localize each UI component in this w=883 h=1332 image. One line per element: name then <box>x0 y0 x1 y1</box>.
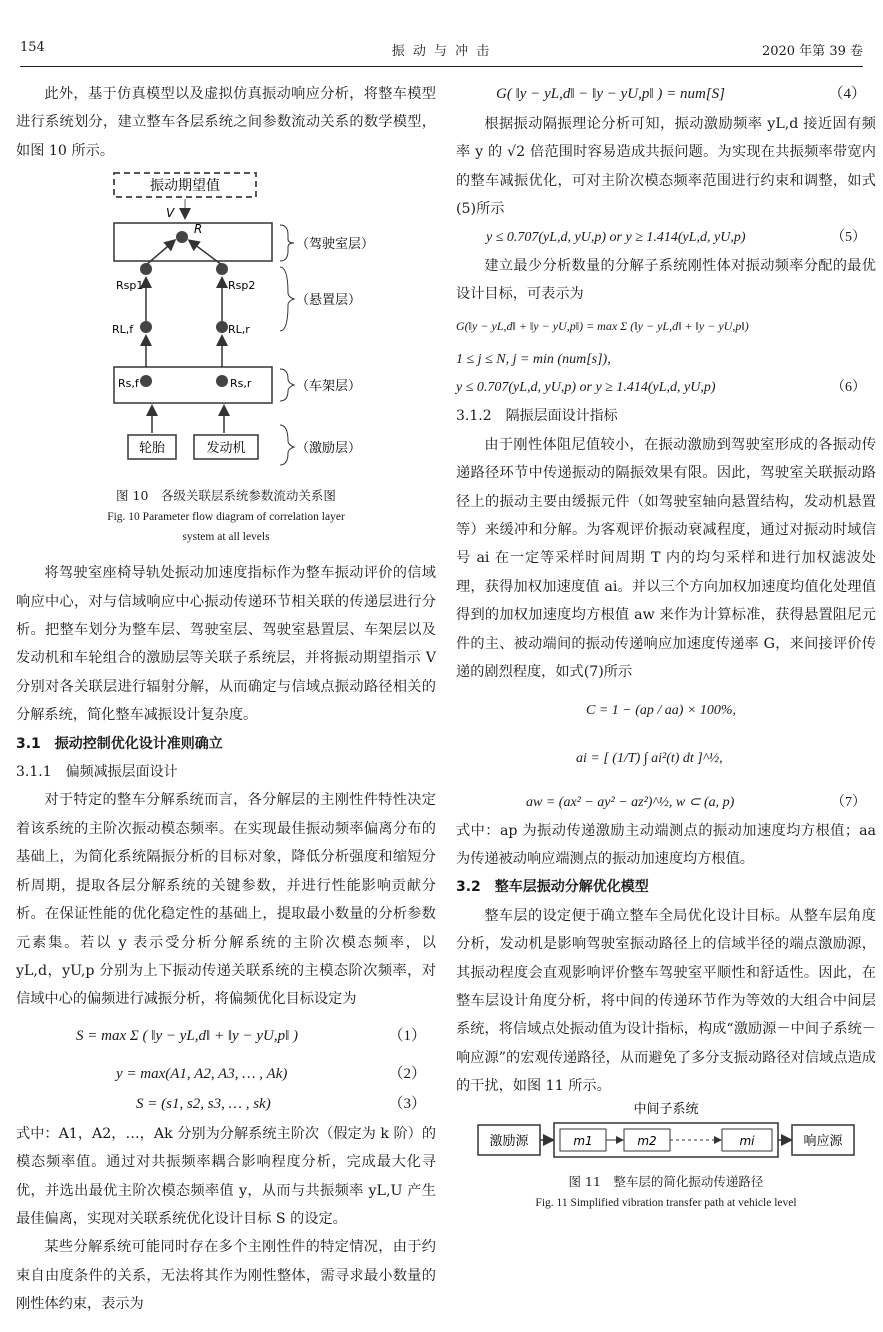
excitation-source-label: 激励源 <box>489 1133 529 1149</box>
equation-number: （3） <box>388 1095 426 1112</box>
equation <box>456 374 876 402</box>
equation <box>456 737 876 789</box>
rsr-label: Rs,r <box>230 377 252 391</box>
transfer-path-diagram <box>456 1101 876 1171</box>
m2-label: m2 <box>637 1133 657 1148</box>
header-rule <box>20 66 863 67</box>
subsection-heading: 3.1.2 隔振层面设计指标 <box>456 408 618 425</box>
v-label: V <box>166 206 175 221</box>
excitation-layer-label: （激励层） <box>296 441 362 457</box>
equation-number: （5） <box>831 229 866 245</box>
paragraph: 由于刚性体阻尼值较小，在振动激励到驾驶室形成的各振动传递路径环节中传递振动的隔振效果有限。因此，驾驶室关联振动路径上的振动主要由缓振元件（如驾驶室轴向悬置结构，发动机悬置等）来缓冲和分解。为客观评价振动衰减程度，通过对振动时域信号 ai 在一定等采样时间周期 T 内的均匀采样和进行加权滤波处理，获得加权加速度值 ai。并以三个方向加权加速度均值化处理值得到的加权加速度均方根值 aw 来作为计算标准，获得悬置阻尼元件的主、被动端间的振动传递响应加速度传递率 G，来间接评价传递的剧烈程度，如式(7)所示 <box>456 436 876 681</box>
r-label: R <box>194 222 203 237</box>
equation <box>456 346 876 374</box>
subsection-heading: 3.1.1 偏频减振层面设计 <box>16 764 178 781</box>
figure-10 <box>16 165 436 485</box>
paragraph: 根据振动隔振理论分析可知，振动激励频率 yL,d 接近固有频率 y 的 √2 倍范围时容易造成共振问题。为实现在共振频率带宽内的整车减振优化，可对主阶次模态频率范围进行约束和调整，如式(5)所示 <box>456 116 876 218</box>
equation-number: （2） <box>388 1065 426 1082</box>
equation-body: S = max Σ ( ‖y − yL,d‖ + ‖y − yU,p‖ ) <box>76 1027 299 1044</box>
journal-name: 振 动 与 冲 击 <box>391 44 492 59</box>
equation-number: （4） <box>828 86 866 102</box>
equation-body: 1 ≤ j ≤ N, j = min (num[s]), <box>456 352 611 368</box>
frame-layer-label: （车架层） <box>296 379 362 395</box>
rlr-label: RL,r <box>228 323 250 337</box>
middle-subsystem-label: 中间子系统 <box>633 1101 699 1117</box>
equation-number: （7） <box>831 794 866 810</box>
equation <box>456 687 876 737</box>
section-heading: 3.1 振动控制优化设计准则确立 <box>16 735 223 752</box>
rlf-label: RL,f <box>112 323 134 337</box>
page-number: 154 <box>20 40 45 55</box>
equation-body: S = (s1, s2, s3, … , sk) <box>136 1095 271 1112</box>
equation <box>456 224 876 252</box>
equation <box>456 789 876 817</box>
equation <box>456 80 876 110</box>
parameter-flow-diagram <box>16 165 436 483</box>
paragraph: 此外，基于仿真模型以及虚拟仿真振动响应分析，将整车模型进行系统划分，建立整车各层系统之间参数流动关系的数学模型，如图 10 所示。 <box>16 86 436 159</box>
paragraph: 建立最少分析数量的分解子系统刚性体对振动频率分配的最优设计目标，可表示为 <box>456 257 876 303</box>
equation-body: y ≤ 0.707(yL,d, yU,p) or y ≥ 1.414(yL,d, yU,p) <box>486 229 746 245</box>
right-column <box>456 80 876 1213</box>
paragraph: 整车层的设定便于确立整车全局优化设计目标。从整车层角度分析，发动机是影响驾驶室振动路径上的信域半径的端点激励源，其振动程度会直观影响评价整车驾驶室平顺性和舒适性。因此，在整车层设计角度分析，将中间的传递环节作为等效的大组合中间层系统，将信域点处振动值为设计指标，构成“激励源－中间子系统－响应源”的宏观传递路径，从而避免了多分支振动路径对信域点造成的干扰，如图 11 所示。 <box>456 907 876 1095</box>
rsp2-label: Rsp2 <box>228 279 256 293</box>
paragraph: 式中：A1，A2，…，Ak 分别为分解系统主阶次（假定为 k 阶）的模态频率值。通过对共振频率耦合影响程度分析，完成最大化寻优，并选出最优主阶次模态频率值 y，从而与共振频率 yL,U 产生最佳偏离，实现对关联系统优化设计目标 S 的设定。 <box>16 1125 437 1227</box>
equation-body: y = max(A1, A2, A3, … , Ak) <box>116 1065 288 1082</box>
paragraph: 将驾驶室座椅导轨处振动加速度指标作为整车振动评价的信域响应中心，对与信域响应中心振动传递环节相关联的传递层进行分析。把整车划分为整车层、驾驶室层、驾驶室悬置层、车架层以及发动机和车轮组合的激励层等关联子系统层，并将振动期望指示 V 分别对各关联层进行辐射分解，从而确定与信域点振动路径相关的分解系统，简化整车减振设计复杂度。 <box>16 565 436 724</box>
equation-number: （1） <box>388 1027 426 1044</box>
equation <box>16 1014 436 1060</box>
issue-label: 2020 年第 39 卷 <box>761 44 863 59</box>
figure-caption: 图 10 各级关联层系统参数流动关系图 <box>116 488 336 504</box>
page-header <box>20 40 863 62</box>
mount-layer-label: （悬置层） <box>296 293 362 309</box>
equation-body: y ≤ 0.707(yL,d, yU,p) or y ≥ 1.414(yL,d, yU,p) <box>456 380 716 396</box>
m1-label: m1 <box>573 1133 593 1148</box>
equation-body: G(‖y − yL,d‖ + ‖y − yU,p‖) = max Σ (‖y − yL,d‖ + ‖y − yU,p‖) <box>456 319 749 334</box>
equation <box>456 308 876 346</box>
tire-label: 轮胎 <box>138 441 166 457</box>
paragraph: 式中：ap 为振动传递激励主动端测点的振动加速度均方根值；aa 为传递被动响应端测点的振动加速度均方根值。 <box>456 822 876 867</box>
rsp1-label: Rsp1 <box>116 279 144 293</box>
cab-layer-label: （驾驶室层） <box>296 237 375 253</box>
figure-caption-en: Fig. 11 Simplified vibration transfer path at vehicle level <box>535 1196 797 1209</box>
expect-label: 振动期望值 <box>150 178 220 195</box>
equation <box>16 1060 436 1090</box>
paragraph: 某些分解系统可能同时存在多个主刚性件的特定情况，由于约束自由度条件的关系，无法将其作为刚性整体，需寻求最小数量的刚性体约束，表示为 <box>16 1239 436 1313</box>
paragraph: 对于特定的整车分解系统而言，各分解层的主刚性件特性决定着该系统的主阶次振动模态频率。在实现最佳振动频率偏离分布的基础上，为简化系统隔振分析的目标对象，降低分析强度和缩短分析周期，提取各层分解系统的关键参数，并进行性能影响贡献分析。在保证性能的优化稳定性的基础上，提取最小数量的分析参数元素集。若以 y 表示受分析分解系统的主阶次模态频率，以 yL,d，yU,p 分别为上下振动传递关联系统的主模态阶次频率，对信域中心的偏频进行减振分析，将偏频优化目标设定为 <box>16 792 436 1008</box>
equation-body: ai = [ (1/T) ∫ ai²(t) dt ]^½, <box>576 750 723 766</box>
rsf-label: Rs,f <box>118 377 139 391</box>
equation-body: aw = (ax² − ay² − az²)^½, w ⊂ (a, p) <box>526 794 735 810</box>
mi-label: mi <box>739 1133 755 1148</box>
figure-caption-en: system at all levels <box>182 531 270 544</box>
response-source-label: 响应源 <box>803 1133 843 1149</box>
left-column <box>16 80 436 1319</box>
engine-label: 发动机 <box>206 441 246 457</box>
section-heading: 3.2 整车层振动分解优化模型 <box>456 879 649 896</box>
equation-body: C = 1 − (ap / aa) × 100%, <box>586 702 737 718</box>
equation-body: G( ‖y − yL,d‖ − ‖y − yU,p‖ ) = num[S] <box>496 86 725 102</box>
equation-number: （6） <box>831 380 866 396</box>
figure-caption: 图 11 整车层的简化振动传递路径 <box>568 1173 764 1189</box>
equation <box>16 1090 436 1120</box>
figure-caption-en: Fig. 10 Parameter flow diagram of correlation layer <box>107 511 345 524</box>
figure-11 <box>456 1101 876 1171</box>
